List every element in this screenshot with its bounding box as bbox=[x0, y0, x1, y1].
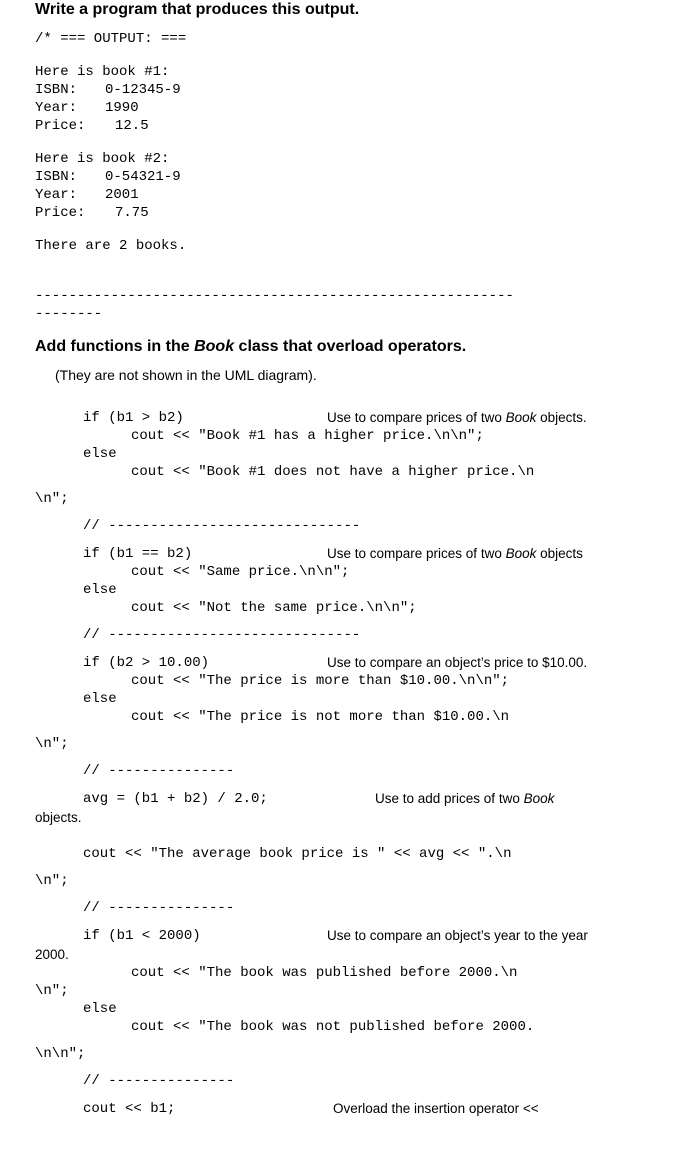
annotation-insertion-operator: Overload the insertion operator << bbox=[333, 1101, 539, 1116]
code-comment-divider: // --------------- bbox=[83, 1073, 235, 1089]
annotation-compare-year-continued: 2000. bbox=[35, 947, 69, 962]
book1-price: 12.5 bbox=[115, 118, 149, 134]
annotation-compare-price-to-value: Use to compare an object’s price to $10.00. bbox=[327, 655, 588, 670]
book2-isbn: 0-54321-9 bbox=[105, 169, 181, 185]
output-header: /* === OUTPUT: === bbox=[35, 31, 187, 47]
section-heading bbox=[35, 337, 466, 357]
code-line: cout << "The book was published before 2000.\n bbox=[131, 965, 518, 981]
code-line: cout << "The price is more than $10.00.\n\n"; bbox=[131, 673, 510, 689]
code-line: avg = (b1 + b2) / 2.0; bbox=[83, 791, 268, 807]
output-divider-line-1: --------------------------------------------------------- bbox=[35, 288, 514, 304]
code-line: \n"; bbox=[35, 491, 69, 507]
annotation-add-prices bbox=[375, 790, 554, 808]
code-line: cout << "Not the same price.\n\n"; bbox=[131, 600, 417, 616]
book2-heading: Here is book #2: bbox=[35, 151, 170, 167]
section-heading-pre: Add functions in the bbox=[35, 338, 195, 355]
annotation-compare-prices-equal bbox=[327, 545, 583, 563]
code-line: cout << "The price is not more than $10.00.\n bbox=[131, 709, 510, 725]
book2-year-label: Year: bbox=[35, 187, 78, 203]
code-line: if (b2 > 10.00) bbox=[83, 655, 210, 671]
book1-price-label: Price: bbox=[35, 118, 86, 134]
section-note: (They are not shown in the UML diagram). bbox=[55, 367, 317, 383]
annotation-text: Use to add prices of two bbox=[375, 791, 524, 806]
book1-heading: Here is book #1: bbox=[35, 64, 170, 80]
code-comment-divider: // --------------- bbox=[83, 900, 235, 916]
book2-price-label: Price: bbox=[35, 205, 86, 221]
book2-isbn-label: ISBN: bbox=[35, 169, 78, 185]
book1-isbn: 0-12345-9 bbox=[105, 82, 181, 98]
annotation-text: Use to compare prices of two bbox=[327, 546, 506, 561]
code-line: if (b1 == b2) bbox=[83, 546, 193, 562]
code-line: \n\n"; bbox=[35, 1046, 86, 1062]
annotation-compare-year: Use to compare an object’s year to the year bbox=[327, 928, 588, 943]
code-line: cout << "Same price.\n\n"; bbox=[131, 564, 350, 580]
output-divider-line-2: -------- bbox=[35, 306, 103, 322]
annotation-class-name: Book bbox=[523, 791, 555, 806]
code-comment-divider: // ------------------------------ bbox=[83, 627, 361, 643]
annotation-class-name: Book bbox=[505, 410, 537, 425]
annotation-text: objects bbox=[536, 546, 583, 561]
book1-isbn-label: ISBN: bbox=[35, 82, 78, 98]
code-comment-divider: // --------------- bbox=[83, 763, 235, 779]
annotation-compare-prices bbox=[327, 409, 587, 427]
code-comment-divider: // ------------------------------ bbox=[83, 518, 361, 534]
code-line: cout << "The average book price is " << avg << ".\n bbox=[83, 846, 512, 862]
code-line: cout << "The book was not published before 2000. bbox=[131, 1019, 535, 1035]
annotation-text: Use to compare prices of two bbox=[327, 410, 506, 425]
book2-year: 2001 bbox=[105, 187, 139, 203]
code-line: else bbox=[83, 582, 117, 598]
code-line: else bbox=[83, 691, 117, 707]
annotation-text: objects. bbox=[536, 410, 587, 425]
book2-price: 7.75 bbox=[115, 205, 149, 221]
code-line: if (b1 < 2000) bbox=[83, 928, 201, 944]
code-line: cout << "Book #1 does not have a higher price.\n bbox=[131, 464, 535, 480]
code-line: \n"; bbox=[35, 983, 69, 999]
code-line: else bbox=[83, 446, 117, 462]
code-line: cout << b1; bbox=[83, 1101, 176, 1117]
annotation-class-name: Book bbox=[505, 546, 537, 561]
book1-year-label: Year: bbox=[35, 100, 78, 116]
code-line: else bbox=[83, 1001, 117, 1017]
code-line: \n"; bbox=[35, 736, 69, 752]
annotation-add-prices-continued: objects. bbox=[35, 810, 82, 825]
code-line: cout << "Book #1 has a higher price.\n\n"; bbox=[131, 428, 484, 444]
book1-year: 1990 bbox=[105, 100, 139, 116]
page-title: Write a program that produces this output. bbox=[35, 1, 360, 18]
code-line: \n"; bbox=[35, 873, 69, 889]
section-heading-class-name: Book bbox=[194, 338, 235, 355]
code-line: if (b1 > b2) bbox=[83, 410, 184, 426]
book-count-line: There are 2 books. bbox=[35, 238, 187, 254]
section-heading-post: class that overload operators. bbox=[234, 338, 467, 355]
